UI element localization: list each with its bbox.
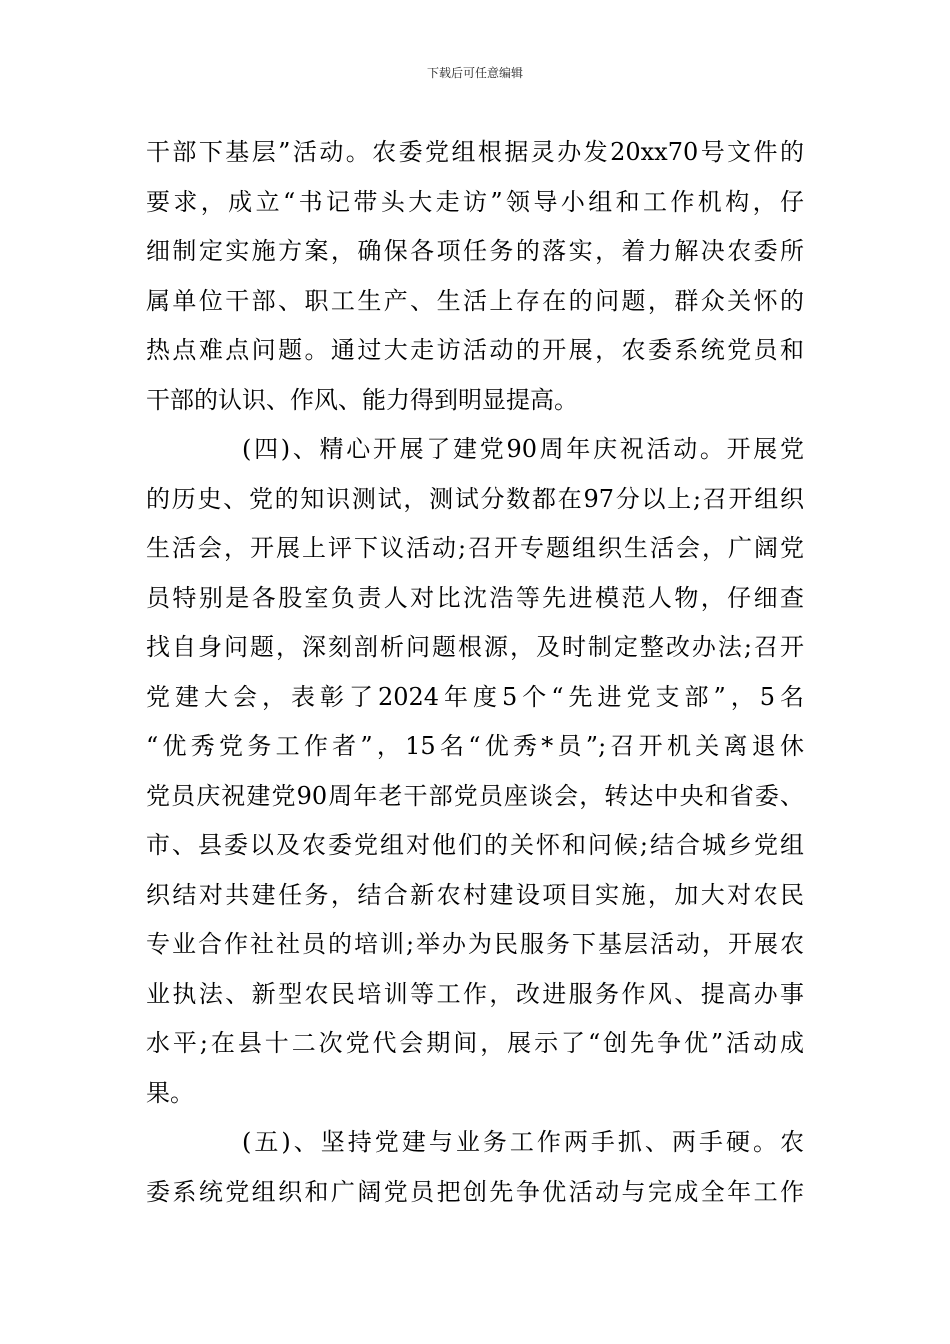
text-line: 要求，成立“书记带头大走访”领导小组和工作机构，仔 xyxy=(146,187,804,216)
text-line: 业执法、新型农民培训等工作，改进服务作风、提高办事 xyxy=(146,979,804,1008)
text-line: 党员庆祝建党90周年老干部党员座谈会，转达中央和省委、 xyxy=(146,781,804,810)
text-line: 找自身问题，深刻剖析问题根源，及时制定整改办法;召开 xyxy=(146,633,804,661)
text-line: 干部下基层”活动。农委党组根据灵办发20xx70号文件的 xyxy=(146,138,804,166)
text-line: 水平;在县十二次党代会期间，展示了“创先争优”活动成 xyxy=(146,1029,804,1057)
text-line: 织结对共建任务，结合新农村建设项目实施，加大对农民 xyxy=(146,880,804,909)
text-line: 干部的认识、作风、能力得到明显提高。 xyxy=(146,385,578,414)
text-line: 委系统党组织和广阔党员把创先争优活动与完成全年工作 xyxy=(146,1177,804,1206)
text-line: 的历史、党的知识测试，测试分数都在97分以上;召开组织 xyxy=(146,484,804,513)
text-line: (五)、坚持党建与业务工作两手抓、两手硬。农 xyxy=(242,1128,804,1156)
text-line: 热点难点问题。通过大走访活动的开展，农委系统党员和 xyxy=(146,336,804,364)
text-line: 属单位干部、职工生产、生活上存在的问题，群众关怀的 xyxy=(146,286,804,315)
page-header: 下载后可任意编辑 xyxy=(426,66,523,80)
text-line: 细制定实施方案，确保各项任务的落实，着力解决农委所 xyxy=(146,237,804,265)
text-line: 果。 xyxy=(146,1078,194,1107)
text-line: 专业合作社社员的培训;举办为民服务下基层活动，开展农 xyxy=(146,930,804,958)
body-text xyxy=(146,128,804,1217)
text-line: 生活会，开展上评下议活动;召开专题组织生活会，广阔党 xyxy=(146,534,804,562)
text-line: “优秀党务工作者”，15名“优秀*员”;召开机关离退休 xyxy=(146,732,804,760)
text-line: (四)、精心开展了建党90周年庆祝活动。开展党 xyxy=(242,435,804,463)
text-line: 党建大会，表彰了2024年度5个“先进党支部”，5名 xyxy=(146,682,804,711)
text-line: 员特别是各股室负责人对比沈浩等先进模范人物，仔细查 xyxy=(146,583,804,612)
text-line: 市、县委以及农委党组对他们的关怀和问候;结合城乡党组 xyxy=(146,831,804,859)
